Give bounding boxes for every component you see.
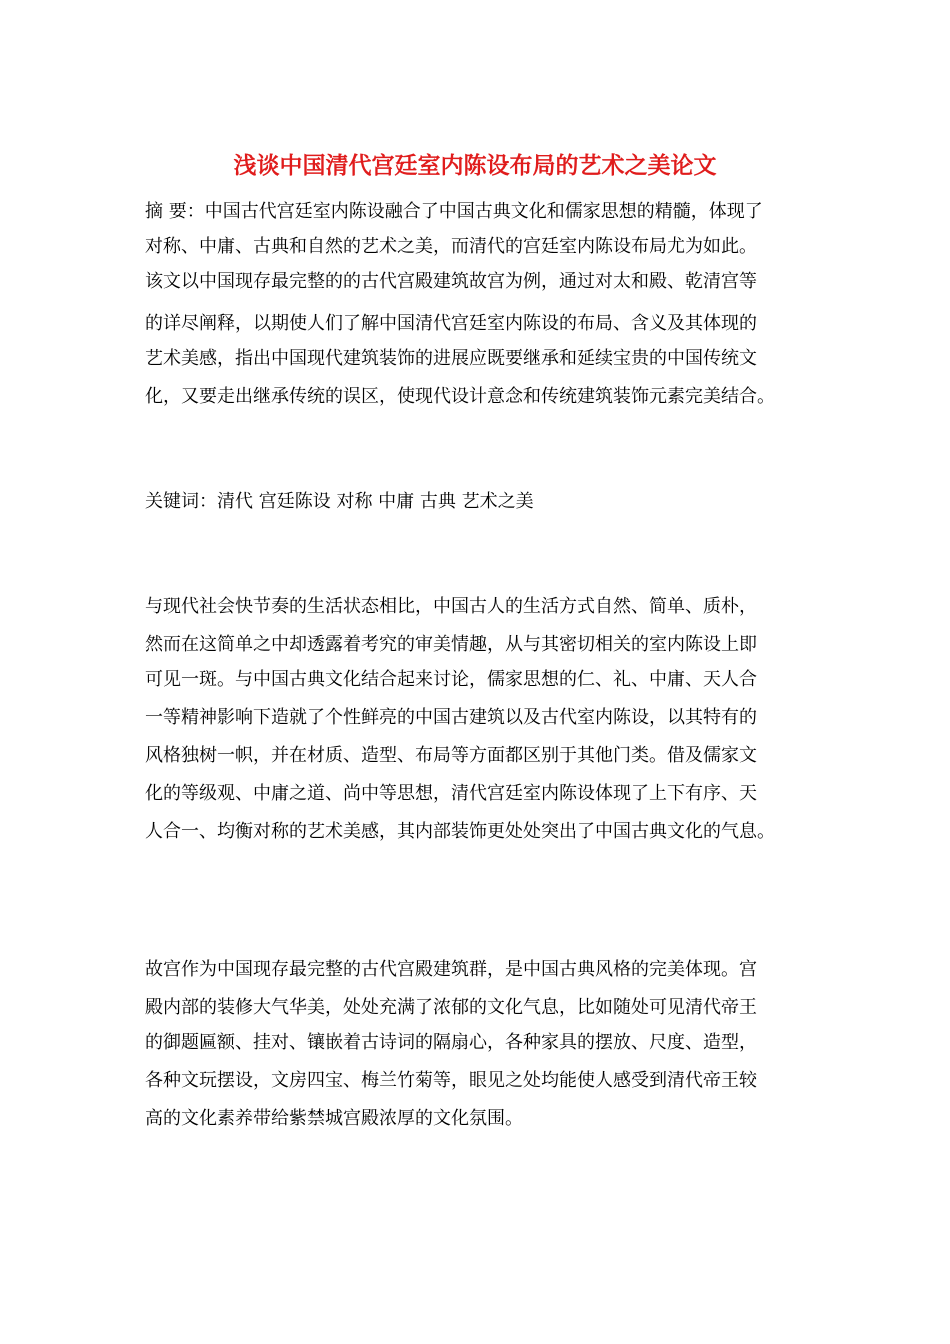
document-title: 浅谈中国清代宫廷室内陈设布局的艺术之美论文	[233, 152, 717, 179]
paragraph-line: 风格独树一帜，并在材质、造型、布局等方面都区别于其他门类。借及儒家文	[145, 745, 757, 766]
abstract-line: 摘 要：中国古代宫廷室内陈设融合了中国古典文化和儒家思想的精髓，体现了	[145, 201, 763, 222]
paragraph-line: 然而在这简单之中却透露着考究的审美情趣，从与其密切相关的室内陈设上即	[145, 634, 757, 655]
keywords: 关键词：清代 宫廷陈设 对称 中庸 古典 艺术之美	[145, 491, 534, 512]
abstract-line: 该文以中国现存最完整的的古代宫殿建筑故宫为例，通过对太和殿、乾清宫等	[145, 271, 757, 292]
abstract-line: 对称、中庸、古典和自然的艺术之美，而清代的宫廷室内陈设布局尤为如此。	[145, 236, 757, 257]
paragraph-line: 与现代社会快节奏的生活状态相比，中国古人的生活方式自然、简单、质朴，	[145, 596, 757, 617]
paragraph-line: 故宫作为中国现存最完整的古代宫殿建筑群，是中国古典风格的完美体现。宫	[145, 959, 757, 980]
paragraph-line: 化的等级观、中庸之道、尚中等思想，清代宫廷室内陈设体现了上下有序、天	[145, 783, 757, 804]
abstract-line: 艺术美感，指出中国现代建筑装饰的进展应既要继承和延续宝贵的中国传统文	[145, 348, 757, 369]
paragraph-line: 殿内部的装修大气华美，处处充满了浓郁的文化气息，比如随处可见清代帝王	[145, 997, 757, 1018]
paragraph-line: 一等精神影响下造就了个性鲜亮的中国古建筑以及古代室内陈设，以其特有的	[145, 707, 757, 728]
paragraph-line: 高的文化素养带给紫禁城宫殿浓厚的文化氛围。	[145, 1108, 523, 1129]
paragraph-line: 的御题匾额、挂对、镶嵌着古诗词的隔扇心，各种家具的摆放、尺度、造型，	[145, 1032, 757, 1053]
paragraph-line: 各种文玩摆设，文房四宝、梅兰竹菊等，眼见之处均能使人感受到清代帝王较	[145, 1070, 757, 1091]
abstract-line: 的详尽阐释，以期使人们了解中国清代宫廷室内陈设的布局、含义及其体现的	[145, 313, 757, 334]
paragraph-line: 可见一斑。与中国古典文化结合起来讨论，儒家思想的仁、礼、中庸、天人合	[145, 669, 757, 690]
paragraph-line: 人合一、均衡对称的艺术美感，其内部装饰更处处突出了中国古典文化的气息。	[145, 821, 775, 842]
abstract-line: 化，又要走出继承传统的误区，使现代设计意念和传统建筑装饰元素完美结合。	[145, 386, 775, 407]
